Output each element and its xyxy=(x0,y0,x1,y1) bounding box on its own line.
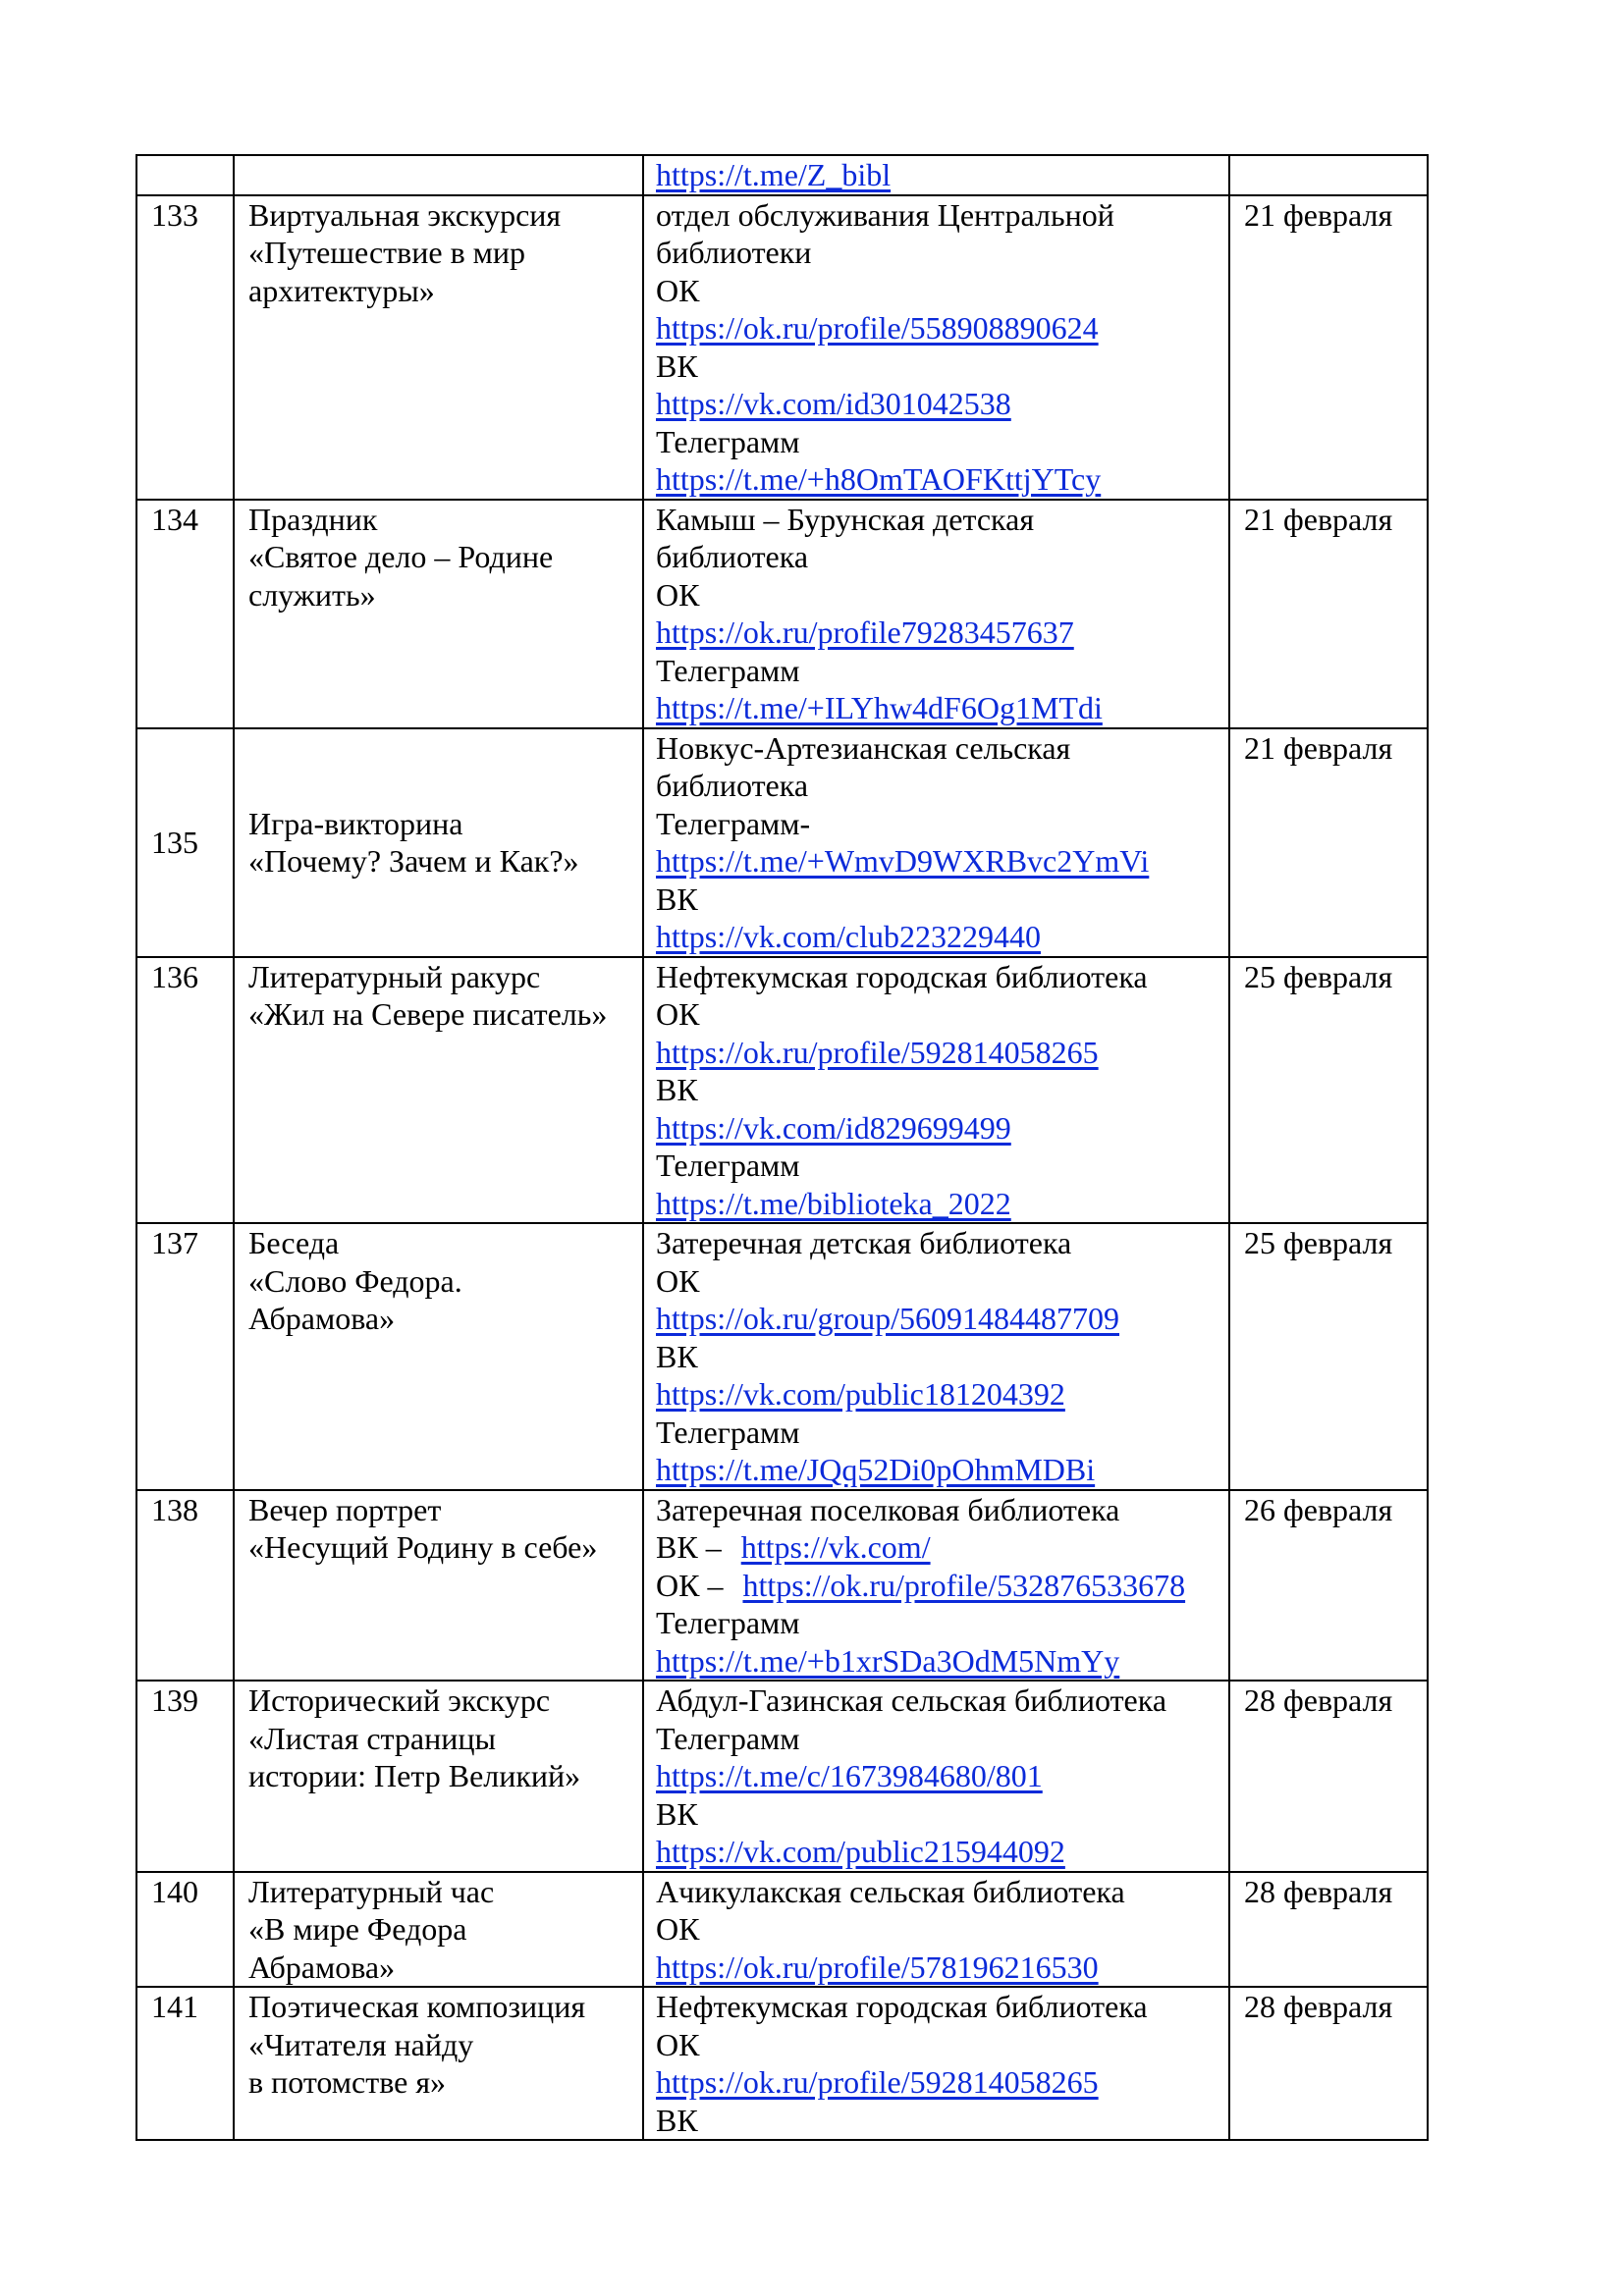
event-line: Праздник xyxy=(248,501,378,537)
source-line xyxy=(656,1338,1228,1376)
source-text: ОК xyxy=(656,272,700,308)
table-row xyxy=(136,1490,1428,1682)
row-number: 138 xyxy=(136,1490,234,1682)
event-line: Игра-викторина xyxy=(248,805,463,841)
source-line xyxy=(656,1185,1228,1223)
event-date: 25 февраля xyxy=(1229,1223,1428,1490)
event-cell xyxy=(234,500,643,728)
source-line xyxy=(656,2063,1228,2102)
source-cell xyxy=(643,1987,1229,2140)
source-cell xyxy=(643,195,1229,500)
table-row xyxy=(136,1681,1428,1872)
source-link[interactable]: https://vk.com/club223229440 xyxy=(656,919,1041,954)
source-text: ВК xyxy=(656,2102,698,2138)
source-line xyxy=(656,918,1228,956)
source-line xyxy=(656,1910,1228,1949)
source-line xyxy=(656,1795,1228,1834)
source-text: Новкус-Артезианская сельская xyxy=(656,729,1071,766)
event-line: «В мире Федора xyxy=(248,1911,467,1947)
source-line xyxy=(656,1262,1228,1301)
event-line: служить» xyxy=(248,576,376,613)
source-line xyxy=(656,1757,1228,1795)
source-text: Телеграмм xyxy=(656,1414,800,1450)
source-line xyxy=(656,234,1228,272)
source-line xyxy=(656,652,1228,690)
source-link[interactable]: https://t.me/c/1673984680/801 xyxy=(656,1758,1043,1793)
event-line: «Несущий Родину в себе» xyxy=(248,1529,598,1565)
source-line xyxy=(656,196,1228,235)
source-text: Телеграмм xyxy=(656,1605,800,1640)
source-line xyxy=(656,958,1228,996)
source-link[interactable]: https://t.me/+WmvD9WXRBvc2YmVi xyxy=(656,843,1150,879)
table-row xyxy=(136,728,1428,957)
source-line xyxy=(656,1949,1228,1987)
source-line xyxy=(656,1642,1228,1681)
source-line xyxy=(656,689,1228,727)
table-row xyxy=(136,1872,1428,1988)
source-text: Затеречная детская библиотека xyxy=(656,1225,1072,1260)
source-line xyxy=(656,1988,1228,2026)
table-row xyxy=(136,155,1428,195)
table-row xyxy=(136,1223,1428,1490)
source-line xyxy=(656,1604,1228,1642)
event-line: Виртуальная экскурсия xyxy=(248,196,562,233)
table-row xyxy=(136,1987,1428,2140)
row-number: 136 xyxy=(136,957,234,1224)
source-line xyxy=(656,1414,1228,1452)
event-line: «Почему? Зачем и Как?» xyxy=(248,843,579,879)
source-line xyxy=(656,842,1228,881)
source-cell xyxy=(643,728,1229,957)
event-line: «Путешествие в мир xyxy=(248,235,526,270)
event-date: 21 февраля xyxy=(1229,195,1428,500)
event-date: 21 февраля xyxy=(1229,728,1428,957)
source-line xyxy=(656,1720,1228,1758)
source-line xyxy=(656,1109,1228,1148)
source-link[interactable]: https://ok.ru/group/56091484487709 xyxy=(656,1301,1119,1336)
source-text: ОК xyxy=(656,576,700,613)
source-cell xyxy=(643,155,1229,195)
event-line: Абрамова» xyxy=(248,1949,396,1985)
source-link[interactable]: https://vk.com/ xyxy=(740,1529,931,1565)
source-text: ОК xyxy=(656,1911,700,1947)
source-link[interactable]: https://t.me/+b1xrSDa3OdM5NmYy xyxy=(656,1642,1120,1679)
source-line xyxy=(656,1224,1228,1262)
event-date xyxy=(1229,155,1428,195)
source-line xyxy=(656,1034,1228,1072)
source-line xyxy=(656,156,1228,194)
event-date: 28 февраля xyxy=(1229,1872,1428,1988)
source-text: Телеграмм xyxy=(656,1720,800,1756)
source-link[interactable]: https://vk.com/id829699499 xyxy=(656,1109,1011,1146)
source-text: Телеграмм xyxy=(656,1148,800,1183)
source-line xyxy=(656,2026,1228,2064)
source-text: библиотеки xyxy=(656,235,812,270)
row-number xyxy=(136,155,234,195)
event-cell xyxy=(234,1681,643,1872)
source-link[interactable]: https://t.me/JQq52Di0pOhmMDBi xyxy=(656,1452,1096,1487)
source-link[interactable]: https://vk.com/public215944092 xyxy=(656,1834,1065,1869)
row-number: 137 xyxy=(136,1223,234,1490)
event-date: 28 февраля xyxy=(1229,1987,1428,2140)
network-label: ВК – xyxy=(656,1529,730,1565)
event-cell xyxy=(234,1987,643,2140)
event-line: Беседа xyxy=(248,1225,340,1260)
event-cell xyxy=(234,957,643,1224)
event-date: 28 февраля xyxy=(1229,1681,1428,1872)
source-cell xyxy=(643,957,1229,1224)
event-line: «Жил на Севере писатель» xyxy=(248,996,608,1032)
source-link[interactable]: https://t.me/Z_bibl xyxy=(656,157,892,192)
source-line xyxy=(656,309,1228,347)
source-link[interactable]: https://ok.ru/profile79283457637 xyxy=(656,614,1074,650)
source-link[interactable]: https://ok.ru/profile/532876533678 xyxy=(742,1567,1186,1603)
source-line xyxy=(656,576,1228,614)
source-line xyxy=(656,1071,1228,1109)
event-cell xyxy=(234,195,643,500)
event-line: «Слово Федора. xyxy=(248,1262,462,1299)
event-cell xyxy=(234,1490,643,1682)
source-text: Нефтекумская городская библиотека xyxy=(656,1989,1148,2024)
source-line xyxy=(656,1300,1228,1338)
source-line xyxy=(656,614,1228,652)
row-number: 134 xyxy=(136,500,234,728)
event-date: 21 февраля xyxy=(1229,500,1428,728)
event-cell xyxy=(234,728,643,957)
table-row xyxy=(136,500,1428,728)
event-date: 25 февраля xyxy=(1229,957,1428,1224)
source-line xyxy=(656,501,1228,539)
source-text: ВК xyxy=(656,347,698,384)
source-text: Телеграмм xyxy=(656,423,800,459)
source-text: Нефтекумская городская библиотека xyxy=(656,958,1148,994)
source-line xyxy=(656,385,1228,423)
source-cell xyxy=(643,1872,1229,1988)
source-text: ОК xyxy=(656,996,700,1032)
source-link[interactable]: https://t.me/biblioteka_2022 xyxy=(656,1185,1011,1221)
source-cell xyxy=(643,500,1229,728)
source-cell xyxy=(643,1223,1229,1490)
network-label: ОК – xyxy=(656,1567,731,1603)
source-line xyxy=(656,1451,1228,1489)
event-line: Поэтическая композиция xyxy=(248,1989,586,2024)
source-line xyxy=(656,881,1228,919)
source-text: ВК xyxy=(656,1338,698,1374)
source-text: ОК xyxy=(656,2026,700,2062)
source-line xyxy=(656,1528,1228,1567)
source-line xyxy=(656,1567,1228,1605)
source-link[interactable]: https://t.me/+h8OmTAOFKttjYTcy xyxy=(656,461,1102,497)
source-line xyxy=(656,538,1228,576)
source-line xyxy=(656,272,1228,310)
source-link[interactable]: https://t.me/+ILYhw4dF6Og1MTdi xyxy=(656,690,1103,725)
source-text: Затеречная поселковая библиотека xyxy=(656,1491,1120,1527)
event-cell xyxy=(234,1223,643,1490)
events-table xyxy=(135,154,1429,2141)
source-line xyxy=(656,1491,1228,1529)
source-text: ВК xyxy=(656,1795,698,1832)
event-line: «Читателя найду xyxy=(248,2026,474,2062)
source-line xyxy=(656,995,1228,1034)
event-line: Исторический экскурс xyxy=(248,1682,551,1718)
event-line: «Листая страницы xyxy=(248,1720,496,1756)
source-link[interactable]: https://ok.ru/profile/592814058265 xyxy=(656,1034,1099,1070)
source-text: Телеграмм xyxy=(656,652,800,688)
table-row xyxy=(136,957,1428,1224)
source-text: отдел обслуживания Центральной xyxy=(656,196,1114,233)
source-line xyxy=(656,347,1228,386)
source-text: Камыш – Бурунская детская xyxy=(656,501,1035,537)
row-number: 133 xyxy=(136,195,234,500)
row-number: 140 xyxy=(136,1872,234,1988)
event-line: Вечер портрет xyxy=(248,1491,442,1527)
source-line xyxy=(656,805,1228,843)
event-line: Литературный ракурс xyxy=(248,958,541,994)
source-cell xyxy=(643,1681,1229,1872)
event-line: Литературный час xyxy=(248,1873,495,1909)
source-line xyxy=(656,1147,1228,1185)
source-line xyxy=(656,423,1228,461)
source-line xyxy=(656,1833,1228,1871)
source-link[interactable]: https://vk.com/id301042538 xyxy=(656,386,1011,421)
source-line xyxy=(656,729,1228,768)
event-cell xyxy=(234,155,643,195)
source-link[interactable]: https://ok.ru/profile/592814058265 xyxy=(656,2064,1099,2100)
row-number: 135 xyxy=(136,728,234,957)
row-number: 139 xyxy=(136,1681,234,1872)
source-line xyxy=(656,767,1228,805)
source-text: ОК xyxy=(656,1262,700,1299)
event-line: истории: Петр Великий» xyxy=(248,1758,581,1793)
source-cell xyxy=(643,1490,1229,1682)
source-line xyxy=(656,460,1228,499)
row-number: 141 xyxy=(136,1987,234,2140)
source-link[interactable]: https://vk.com/public181204392 xyxy=(656,1376,1065,1412)
source-text: библиотека xyxy=(656,539,809,574)
event-cell xyxy=(234,1872,643,1988)
source-text: библиотека xyxy=(656,768,809,803)
source-text: Телеграмм- xyxy=(656,805,811,841)
source-text: ВК xyxy=(656,1072,698,1107)
source-text: Ачикулакская сельская библиотека xyxy=(656,1873,1125,1909)
source-line xyxy=(656,1375,1228,1414)
source-line xyxy=(656,2102,1228,2140)
source-link[interactable]: https://ok.ru/profile/578196216530 xyxy=(656,1949,1099,1985)
source-text: ВК xyxy=(656,881,698,917)
event-line: архитектуры» xyxy=(248,272,435,308)
event-line: в потомстве я» xyxy=(248,2064,447,2100)
source-text: Абдул-Газинская сельская библиотека xyxy=(656,1682,1167,1718)
source-line xyxy=(656,1682,1228,1720)
source-link[interactable]: https://ok.ru/profile/558908890624 xyxy=(656,310,1099,346)
event-line: Абрамова» xyxy=(248,1301,396,1336)
event-date: 26 февраля xyxy=(1229,1490,1428,1682)
event-line: «Святое дело – Родине xyxy=(248,539,554,574)
source-line xyxy=(656,1873,1228,1911)
table-row xyxy=(136,195,1428,500)
